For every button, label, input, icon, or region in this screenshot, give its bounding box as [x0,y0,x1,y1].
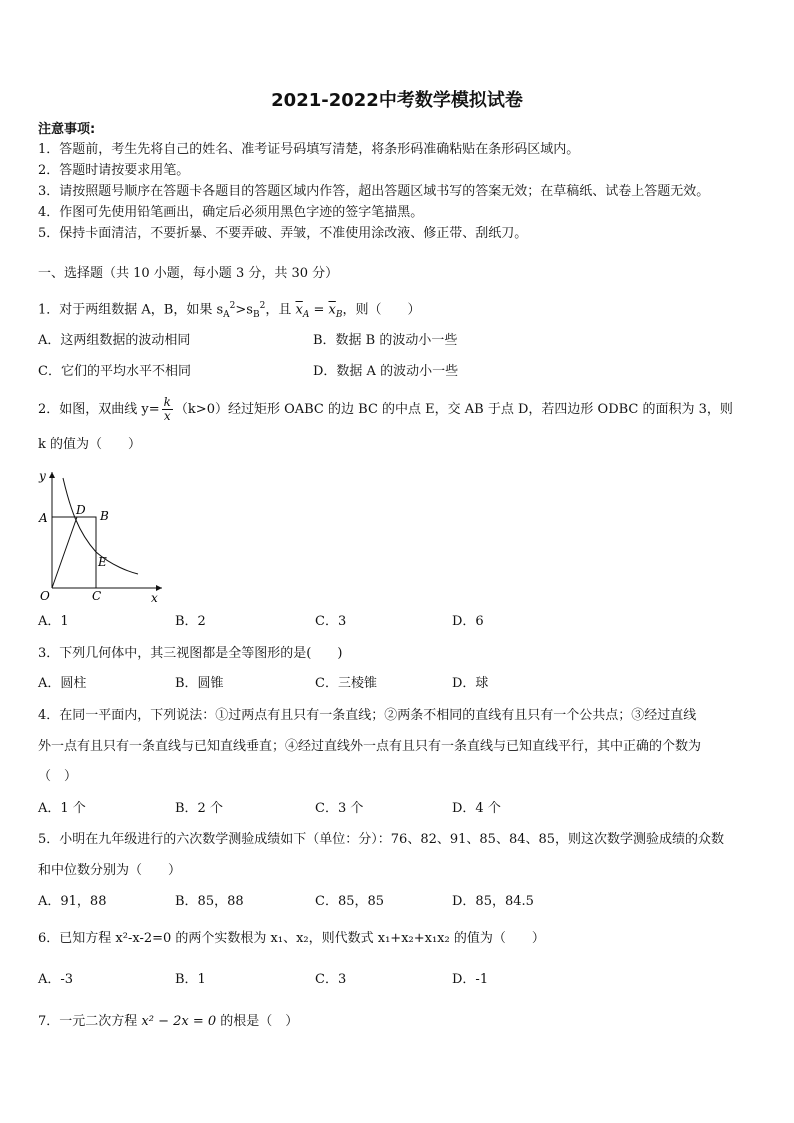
q4-option-a: A．1 个 [38,801,86,816]
question-4-line3: （ ） [38,769,78,784]
q1-sub-a: A [223,309,230,320]
q1-gt: >s [235,302,253,318]
label-a: A [39,511,48,525]
label-d: D [76,503,86,517]
q1-option-a: A．这两组数据的波动相同 [38,333,191,348]
q1-sup: 2 [259,301,266,311]
q4-option-b: B．2 个 [175,801,223,816]
q1-mean-a: $\overline{x}$ [295,302,303,318]
question-2-line2: k 的值为（ ） [38,437,142,452]
label-y: y [39,469,46,483]
notice-item: 2．答题时请按要求用笔。 [38,163,190,178]
q1-mid: ，且 [265,302,296,318]
q1-mean-b-sub: B [335,309,343,320]
q6-option-d: D．-1 [452,972,489,987]
q1-prefix: 1．对于两组数据 A，B，如果 s [38,302,224,318]
q3-option-c: C．三棱锥 [315,676,377,691]
label-e: E [98,555,107,569]
q1-sub-b: B [252,309,260,320]
q1-mean-a-sub: A [302,309,310,320]
q2-option-d: D．6 [452,614,484,629]
q5-option-d: D．85，84.5 [452,894,534,909]
q1-option-b: B．数据 B 的波动小一些 [313,333,458,348]
q1-option-d: D．数据 A 的波动小一些 [313,364,459,379]
notice-item: 3．请按照题号顺序在答题卡各题目的答题区域内作答，超出答题区域书写的答案无效；在草稿纸、试卷上答题无效。 [38,184,710,199]
notice-item: 1．答题前，考生先将自己的姓名、准考证号码填写清楚，将条形码准确粘贴在条形码区域内。 [38,142,580,157]
rectangle-oabc [52,517,96,588]
q5-option-a: A．91，88 [38,894,107,909]
question-4-line1: 4．在同一平面内，下列说法：①过两点有且只有一条直线；②两条不相同的直线有且只有一个公共点；③经过直线 [38,708,697,723]
question-7 [38,1012,298,1032]
question-5-line2: 和中位数分别为（ ） [38,863,182,878]
q2-suffix: （k>0）经过矩形 OABC 的边 BC 的中点 E，交 AB 于点 D，若四边形 ODBC 的面积为 3，则 [174,402,733,417]
question-4-line2: 外一点有且只有一条直线与已知直线垂直；④经过直线外一点有且只有一条直线与已知直线平行，其中正确的个数为 [38,739,702,754]
q2-frac-den: x [163,409,171,423]
question-1 [38,296,420,325]
notice-item: 4．作图可先使用铅笔画出，确定后必须用黑色字迹的签字笔描黑。 [38,205,424,220]
q3-option-a: A．圆柱 [38,676,87,691]
q6-option-c: C．3 [315,972,347,987]
notice-heading: 注意事项: [38,122,96,137]
y-axis-arrow [49,472,55,478]
hyperbola-rectangle-diagram [30,462,170,604]
q5-option-c: C．85，85 [315,894,385,909]
label-b: B [100,509,109,523]
q1-suffix: ，则（ ） [342,302,421,318]
q5-option-b: B．85，88 [175,894,244,909]
section-heading: 一、选择题（共 10 小题，每小题 3 分，共 30 分） [38,266,339,281]
q1-sup: 2 [229,301,236,311]
q1-eq: = [309,302,329,318]
q2-prefix: 2．如图，双曲线 y= [38,402,160,417]
q7-prefix: 7．一元二次方程 [38,1014,142,1029]
question-5-line1: 5．小明在九年级进行的六次数学测验成绩如下（单位：分）：76、82、91、85、84、85，则这次数学测验成绩的众数 [38,832,725,847]
segment-od [52,517,77,588]
label-x: x [151,591,158,604]
q1-option-c: C．它们的平均水平不相同 [38,364,191,379]
q4-option-c: C．3 个 [315,801,364,816]
q6-option-b: B．1 [175,972,206,987]
q2-frac-num: k [163,395,171,409]
q2-option-c: C．3 [315,614,347,629]
q2-fraction [162,396,173,423]
q3-option-b: B．圆锥 [175,676,224,691]
label-o: O [40,589,50,603]
question-6: 6．已知方程 x²-x-2=0 的两个实数根为 x₁、x₂，则代数式 x₁+x₂+x₁x₂ 的值为（ ） [38,931,545,946]
q2-option-b: B．2 [175,614,206,629]
question-3: 3．下列几何体中，其三视图都是全等图形的是( ) [38,646,343,661]
q2-figure [30,462,170,604]
q3-option-d: D．球 [452,676,489,691]
q6-option-a: A．-3 [38,972,74,987]
question-2 [38,396,733,423]
notice-item: 5．保持卡面清洁，不要折暴、不要弄破、弄皱，不准使用涂改液、修正带、刮纸刀。 [38,226,528,241]
q4-option-d: D．4 个 [452,801,501,816]
q1-mean-b: $\overline{x}$ [328,302,336,318]
q2-option-a: A．1 [38,614,69,629]
exam-title: 2021-2022中考数学模拟试卷 [271,90,523,111]
label-c: C [92,589,102,603]
q7-suffix: 的根是（ ） [216,1014,299,1029]
q7-equation: x² − 2x = 0 [141,1014,217,1029]
